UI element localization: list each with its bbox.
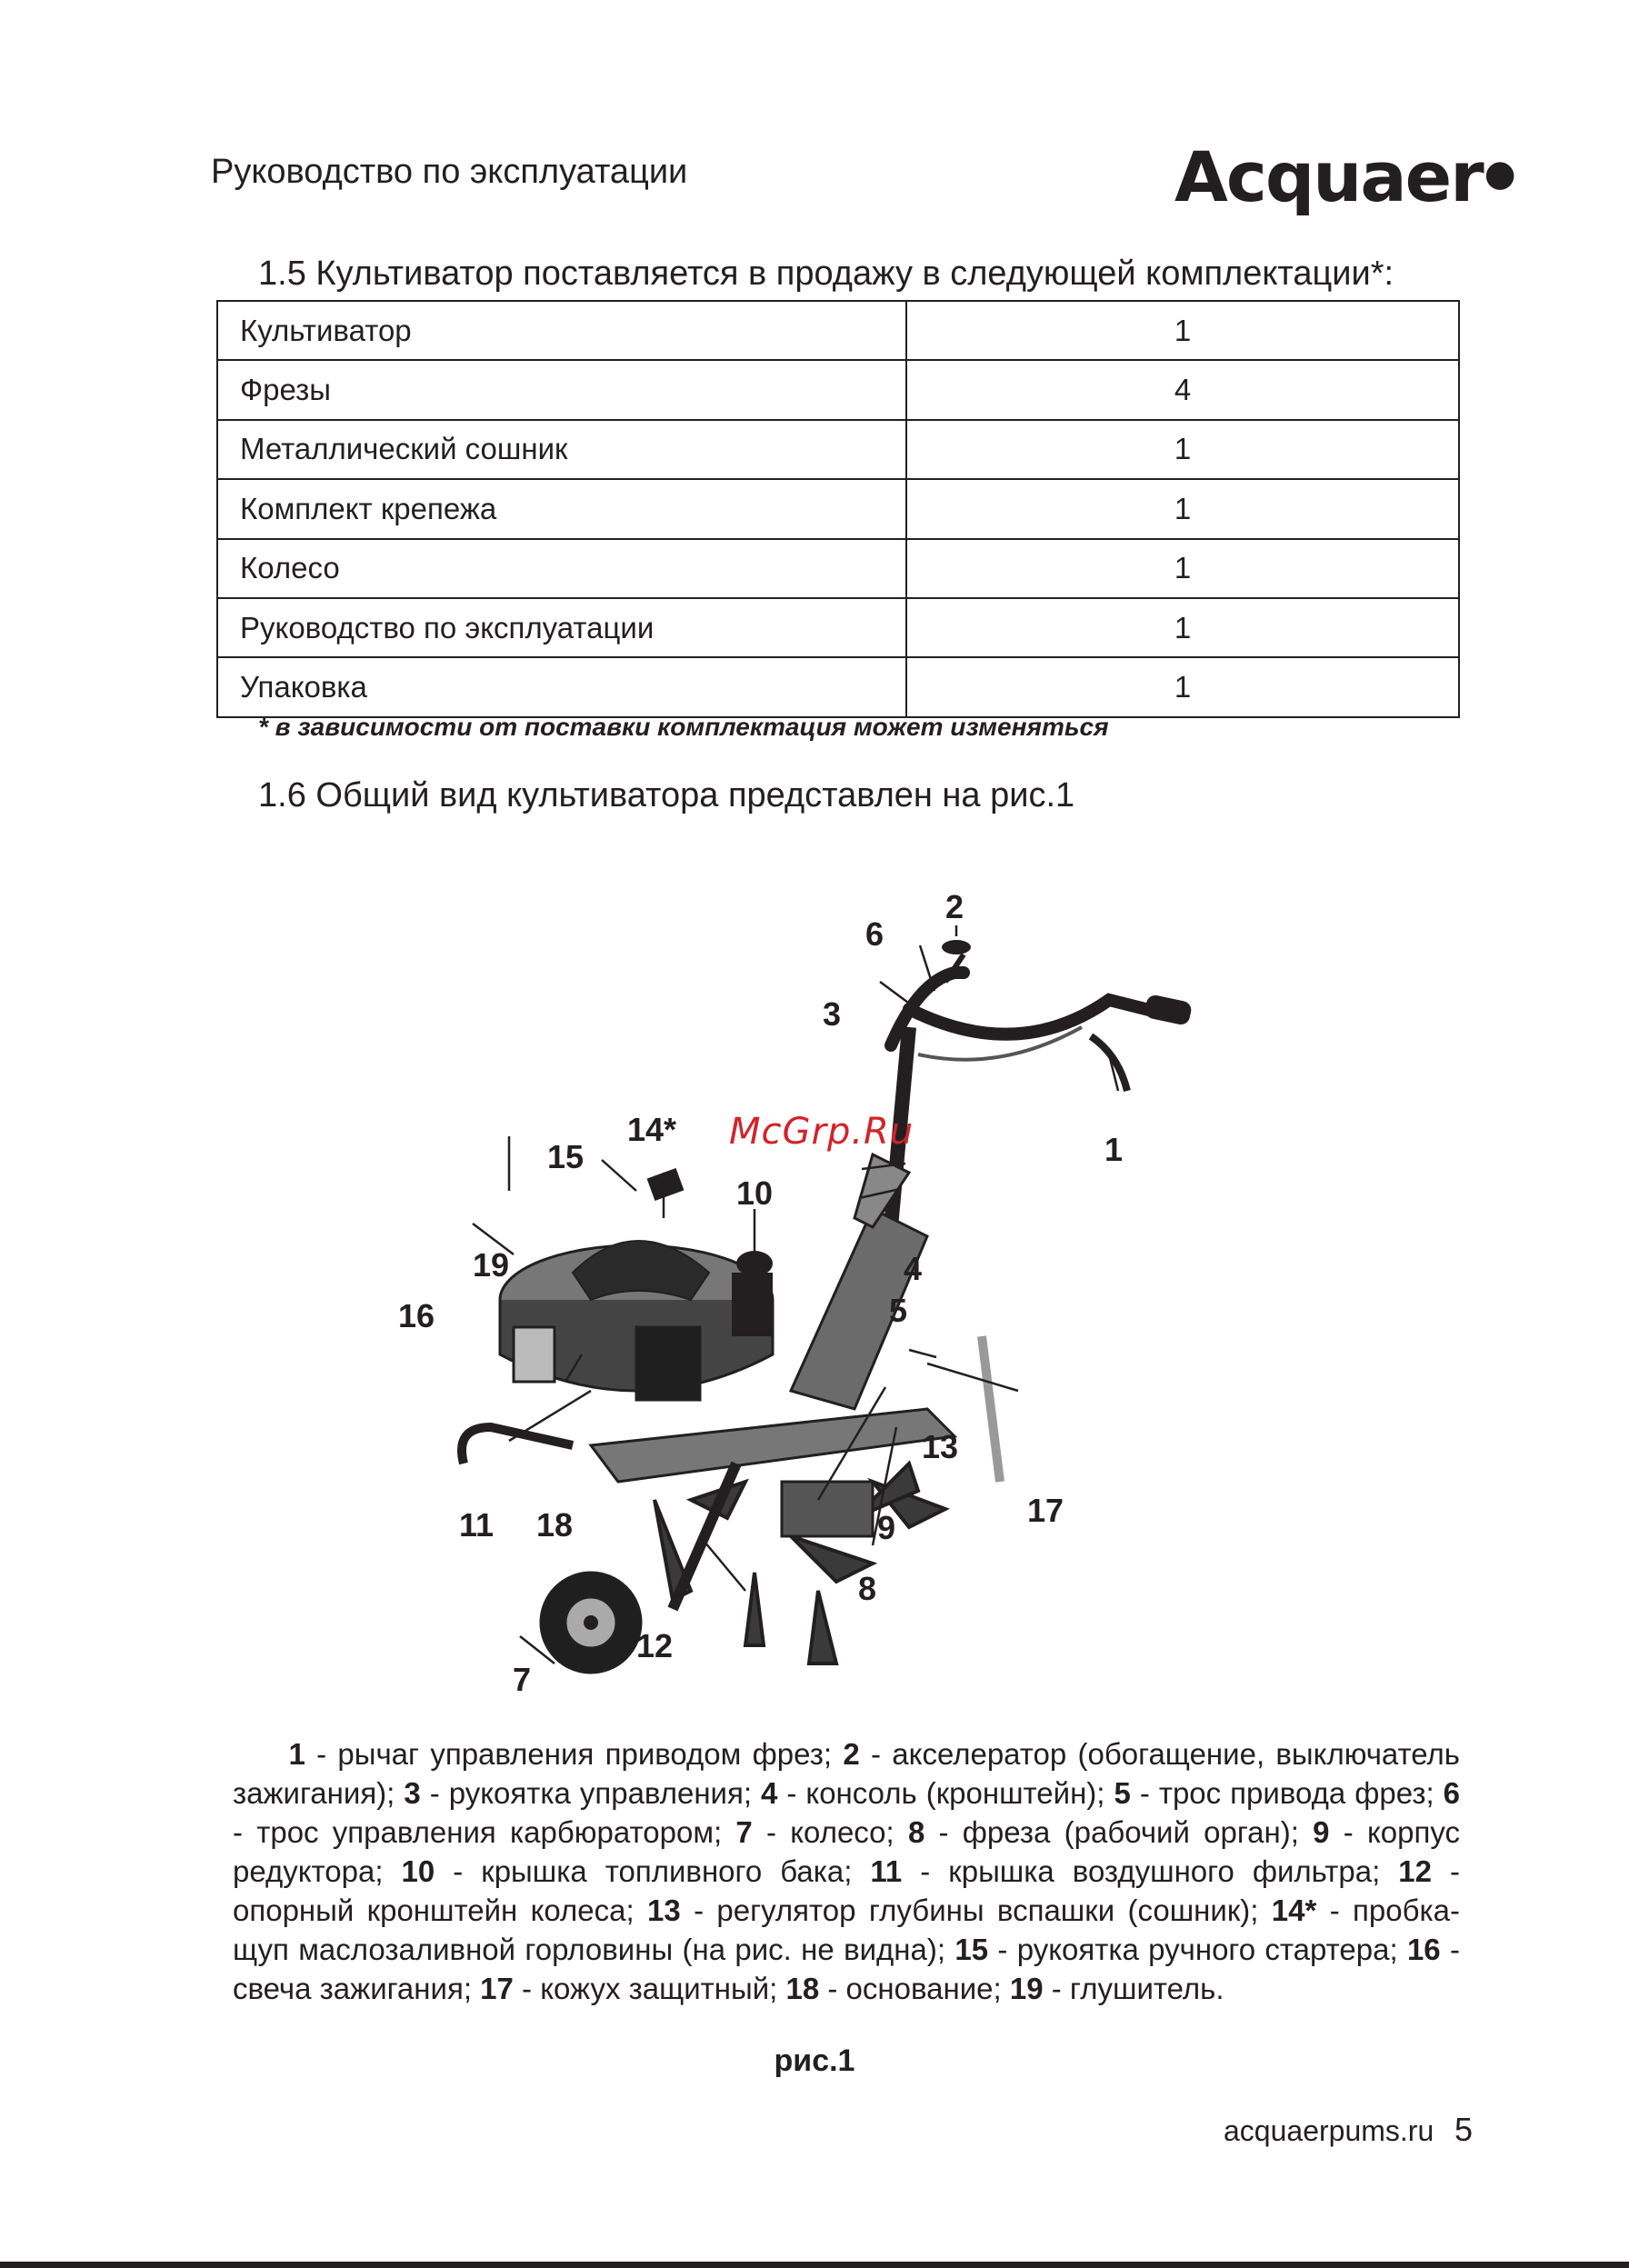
watermark: McGrp.Ru xyxy=(729,1111,914,1153)
table-row xyxy=(217,420,1459,479)
legend-number: 12 xyxy=(1398,1854,1432,1888)
legend-number: 6 xyxy=(1443,1776,1460,1810)
section-heading-1-6: 1.6 Общий вид культиватора представлен на рис.1 xyxy=(258,776,1075,814)
kit-table xyxy=(216,300,1460,718)
legend-number: 14* xyxy=(1271,1893,1317,1927)
legend-number: 16 xyxy=(1406,1933,1441,1966)
legend-text: - крышка воздушного фильтра; xyxy=(902,1854,1399,1888)
legend-text: - корпус редуктора; xyxy=(233,1815,1461,1888)
legend-number: 8 xyxy=(907,1815,925,1849)
figure-caption: рис.1 xyxy=(774,2043,855,2078)
legend-number: 13 xyxy=(647,1893,681,1927)
legend-text: - глушитель. xyxy=(1043,1972,1224,2005)
legend-number: 17 xyxy=(480,1972,514,2005)
callout-17: 17 xyxy=(1027,1492,1064,1529)
footer-url[interactable]: acquaerpums.ru xyxy=(1224,2114,1434,2147)
cultivator-illustration xyxy=(364,845,1273,1709)
legend-text: - акселератор (обогащение, выключатель зажигания); xyxy=(233,1737,1461,1810)
legend-number: 11 xyxy=(870,1854,903,1888)
legend-text: - свеча зажигания; xyxy=(233,1933,1460,2005)
callout-7: 7 xyxy=(513,1661,532,1698)
item-quantity: 1 xyxy=(906,301,1459,360)
brand-dot-icon: ● xyxy=(1484,153,1514,195)
legend-number: 5 xyxy=(1114,1776,1131,1810)
table-row xyxy=(217,479,1459,538)
legend-text: - крышка топливного бака; xyxy=(435,1854,871,1888)
bottom-rule xyxy=(0,2262,1629,2268)
item-name: Металлический сошник xyxy=(217,420,906,479)
callout-15: 15 xyxy=(547,1138,585,1175)
legend-number: 10 xyxy=(401,1854,435,1888)
callout-2: 2 xyxy=(945,888,964,925)
legend-text: - трос управления карбюратором; xyxy=(233,1815,736,1849)
legend-text: - пробка-щуп маслозаливной горловины (на рис. не видна); xyxy=(233,1893,1461,1966)
callout-6: 6 xyxy=(865,915,884,953)
callout-13: 13 xyxy=(922,1428,959,1465)
callout-14: 14* xyxy=(627,1111,677,1148)
legend-text: - трос привода фрез; xyxy=(1130,1776,1444,1810)
callout-5: 5 xyxy=(889,1292,908,1329)
table-row xyxy=(217,539,1459,598)
item-name: Колесо xyxy=(217,539,906,598)
item-quantity: 4 xyxy=(906,360,1459,419)
legend-number: 18 xyxy=(785,1972,820,2005)
legend-text: - рукоятка управления; xyxy=(420,1776,762,1810)
callout-9: 9 xyxy=(877,1509,896,1546)
legend-text: - консоль (кронштейн); xyxy=(777,1776,1114,1810)
kit-footnote: * в зависимости от поставки комплектация может изменяться xyxy=(258,713,1109,741)
legend-text: - основание; xyxy=(819,1972,1010,2005)
callout-16: 16 xyxy=(398,1297,435,1334)
item-name: Руководство по эксплуатации xyxy=(217,598,906,657)
callout-10: 10 xyxy=(736,1174,774,1212)
item-name: Фрезы xyxy=(217,360,906,419)
callout-12: 12 xyxy=(636,1627,674,1664)
cultivator-figure xyxy=(364,845,1273,1709)
brand-logo xyxy=(1174,136,1514,217)
item-quantity: 1 xyxy=(906,598,1459,657)
callout-1: 1 xyxy=(1104,1131,1124,1168)
callout-3: 3 xyxy=(823,995,842,1033)
item-quantity: 1 xyxy=(906,479,1459,538)
legend-text: - рукоятка ручного стартера; xyxy=(988,1933,1407,1966)
table-row xyxy=(217,657,1459,716)
legend-text: - регулятор глубины вспашки (сошник); xyxy=(680,1893,1272,1927)
item-quantity: 1 xyxy=(906,420,1459,479)
section-heading-1-5: 1.5 Культиватор поставляется в продажу в следующей комплектации*: xyxy=(258,255,1394,293)
callout-18: 18 xyxy=(536,1506,574,1544)
legend-text: - рычаг управления приводом фрез; xyxy=(305,1737,844,1771)
table-row xyxy=(217,301,1459,360)
callout-4: 4 xyxy=(904,1250,923,1287)
item-name: Упаковка xyxy=(217,657,906,716)
header-title: Руководство по эксплуатации xyxy=(211,153,688,191)
legend-number: 4 xyxy=(761,1776,778,1810)
legend-number: 9 xyxy=(1313,1815,1330,1849)
legend-number: 3 xyxy=(404,1776,421,1810)
legend-text: - опорный кронштейн колеса; xyxy=(233,1854,1460,1927)
table-row xyxy=(217,360,1459,419)
legend-number: 19 xyxy=(1009,1972,1044,2005)
legend-number: 7 xyxy=(735,1815,753,1849)
legend-number: 2 xyxy=(843,1737,860,1771)
callout-8: 8 xyxy=(858,1570,877,1607)
callout-19: 19 xyxy=(473,1246,510,1284)
page-number: 5 xyxy=(1454,2111,1474,2148)
brand-name: Acquaer xyxy=(1174,136,1483,217)
item-quantity: 1 xyxy=(906,657,1459,716)
legend-text: - фреза (рабочий орган); xyxy=(924,1815,1314,1849)
figure-legend xyxy=(233,1734,1460,2008)
table-row xyxy=(217,598,1459,657)
callout-11: 11 xyxy=(459,1506,495,1544)
legend-number: 1 xyxy=(288,1737,305,1771)
legend-number: 15 xyxy=(954,1933,989,1966)
item-quantity: 1 xyxy=(906,539,1459,598)
legend-text: - колесо; xyxy=(752,1815,908,1849)
item-name: Культиватор xyxy=(217,301,906,360)
item-name: Комплект крепежа xyxy=(217,479,906,538)
legend-text: - кожух защитный; xyxy=(513,1972,786,2005)
